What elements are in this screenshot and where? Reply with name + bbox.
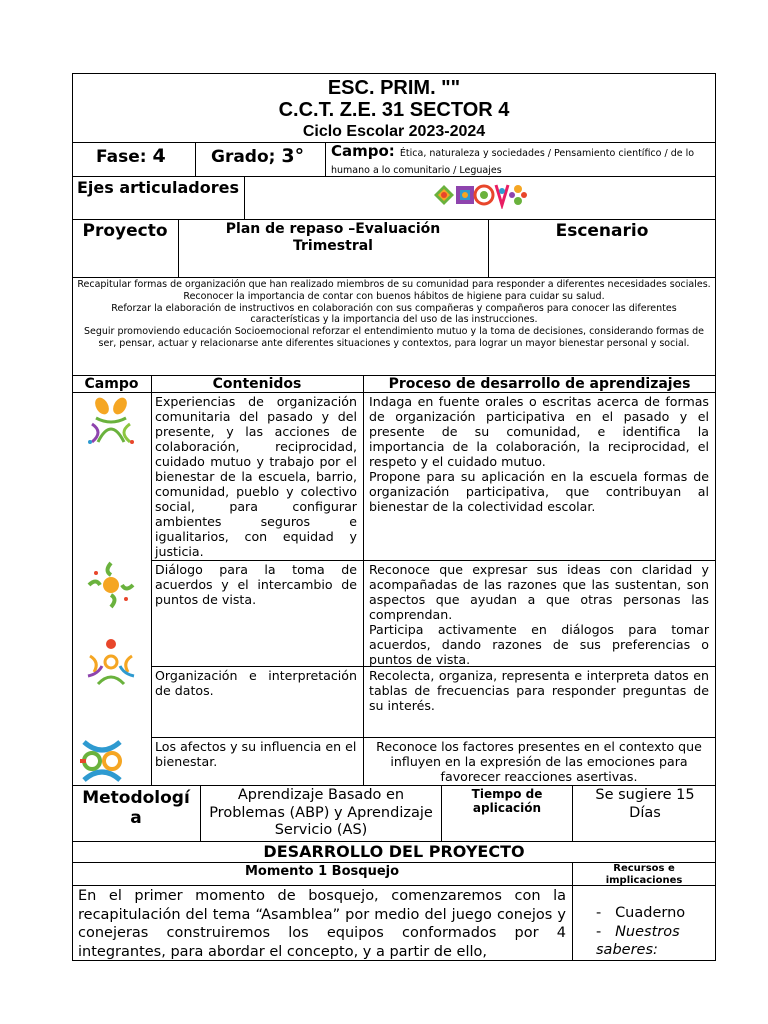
recursos-label: Recursos e implicaciones — [605, 863, 683, 886]
col-header-contenidos: Contenidos — [212, 376, 302, 392]
list-item: - Cuaderno — [596, 905, 686, 921]
fase-value: 4 — [152, 145, 166, 167]
metodologia-label: Metodologí a — [82, 788, 190, 828]
etica-naturaleza-sociedades-icon — [84, 396, 138, 450]
campo-field — [331, 144, 711, 178]
campo-value: Ética, naturaleza y sociedades / Pensamiento científico / de lo humano a lo comunitario / Leguajes — [331, 148, 695, 176]
tiempo-label: Tiempo de aplicación — [471, 787, 543, 815]
recursos-list — [596, 904, 714, 960]
proceso-cell: Indaga en fuente orales o escritas acerca de formas de organización participativa en el pasado y el presente de su comunidad, e identifica la importancia de la colaboración, la reciprocidad, el respeto y el cuidado mutuo. Propone para su aplicación en la escuela formas de organización participativa, que contribuyan al bienestar de la colectividad escolar. — [369, 394, 709, 514]
contenido-cell: Organización e interpretación de datos. — [155, 668, 357, 698]
contenido-cell: Los afectos y su influencia en el bienestar. — [155, 739, 357, 769]
momento-title: Momento 1 Bosquejo — [244, 864, 400, 879]
contenido-cell: Experiencias de organización comunitaria del pasado y del presente, y las acciones de colaboración, reciprocidad, cuidado mutuo y trabajo por el bienestar de la escuela, barrio, comunidad, pueblo y colectivo social, para configurar ambientes seguros e igualitarios, con equidad y justicia. — [155, 394, 357, 559]
proyecto-title: Plan de repaso –Evaluación Trimestral — [225, 221, 441, 254]
objectives-block — [76, 279, 712, 350]
ejes-articuladores-icon — [432, 181, 528, 213]
tiempo-value: Se sugiere 15 Días — [595, 787, 695, 821]
proceso-cell: Reconoce los factores presentes en el contexto que influyen en la expresión de las emociones para favorecer reacciones asertivas. — [376, 739, 702, 784]
saberes-pensamiento-cientifico-icon — [84, 636, 138, 692]
campo-label: Campo: — [331, 142, 395, 160]
proceso-cell: Reconoce que expresar sus ideas con claridad y acompañadas de las razones que las sustentan, son aspectos que ayudan a que otras personas las comprendan. Participa activamente en diálogos para tomar acuerdos, dando razones de sus preferencias o puntos de vista. — [369, 562, 709, 667]
lenguajes-icon — [86, 561, 136, 615]
list-item: - Nuestros saberes: — [596, 923, 680, 958]
proceso-cell: Recolecta, organiza, representa e interpreta datos en tablas de frecuencias para responder preguntas de su interés. — [369, 668, 709, 713]
proyecto-label: Proyecto — [82, 221, 168, 241]
fase-field — [96, 145, 166, 167]
col-header-campo: Campo — [84, 376, 139, 392]
cct-code: C.C.T. Z.E. 31 SECTOR 4 — [278, 99, 510, 121]
objective-item: Reconocer la importancia de contar con buenos hábitos de higiene para cuidar su salud. — [183, 290, 605, 302]
grado-label: Grado; — [211, 147, 276, 167]
contenido-cell: Diálogo para la toma de acuerdos y el intercambio de puntos de vista. — [155, 562, 357, 607]
fase-label: Fase: — [96, 147, 147, 167]
objective-item: Recapitular formas de organización que han realizado miembros de su comunidad para responder a diferentes necesidades sociales. — [77, 279, 711, 290]
ejes-label: Ejes articuladores — [76, 178, 240, 197]
school-name: ESC. PRIM. "" — [327, 77, 461, 99]
desarrollo-title: DESARROLLO DEL PROYECTO — [263, 842, 525, 861]
school-cycle: Ciclo Escolar 2023-2024 — [302, 123, 486, 140]
metodologia-value: Aprendizaje Basado en Problemas (ABP) y Aprendizaje Servicio (AS) — [209, 787, 433, 838]
col-header-proceso: Proceso de desarrollo de aprendizajes — [388, 376, 691, 392]
de-lo-humano-a-lo-comunitario-icon — [78, 738, 126, 788]
escenario-label: Escenario — [555, 221, 649, 241]
objective-item: Seguir promoviendo educación Socioemocional reforzar el entendimiento mutuo y la toma de decisiones, considerando formas de ser, pensar, actuar y relacionarse ante diferentes situaciones y contextos, para lograr un mayor bienestar personal y social. — [83, 326, 705, 349]
grado-value: 3° — [281, 145, 305, 167]
objective-item: Reforzar la elaboración de instructivos en colaboración con sus compañeras y compañeros para conocer las diferentes características y la importancia del uso de las instrucciones. — [111, 302, 677, 326]
grado-field — [211, 145, 304, 167]
desarrollo-text: En el primer momento de bosquejo, comenzaremos con la recapitulación del tema “Asamblea” por medio del juego conejos y conejeras construiremos los equipos conformados por 4 integrantes, para abordar el concepto, y a partir de ello, — [78, 888, 566, 960]
